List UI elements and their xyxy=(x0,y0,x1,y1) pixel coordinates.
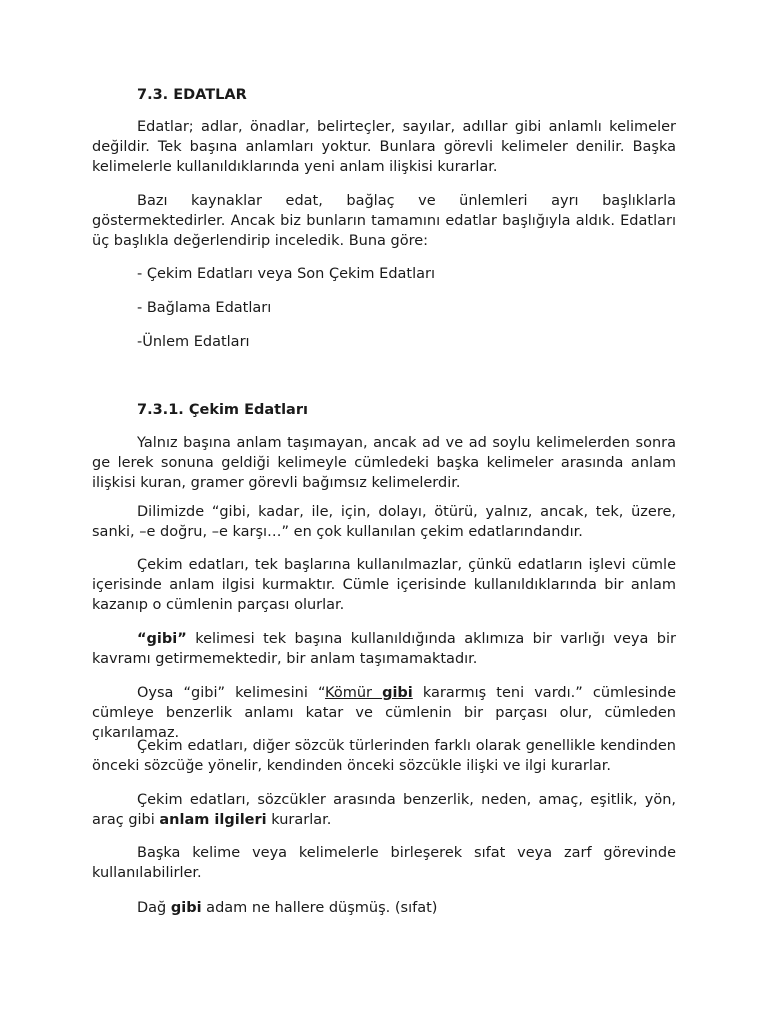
bold-term: anlam ilgileri xyxy=(159,812,267,828)
bold-term: gibi xyxy=(170,900,202,916)
paragraph-text: kurarlar. xyxy=(266,812,332,828)
paragraph-gibi-alone xyxy=(92,629,676,669)
paragraph-definition: Yalnız başına anlam taşımayan, ancak ad ve ad soylu kelimelerden sonra ge lerek sonuna geldiği kelimeyle cümledeki başka kelimeler arasında anlam ilişkisi kuran, gramer görevli bağımsız kelimelerdir. xyxy=(92,435,676,491)
bold-term: “gibi” xyxy=(137,631,187,647)
paragraph-usage: Çekim edatları, tek başlarına kullanılmazlar, çünkü edatların işlevi cümle içerisinde anlam ilgisi kurmaktır. Cümle içerisinde kullanıldıklarında bir anlam kazanıp o cümlenin parçası olurlar. xyxy=(92,557,676,613)
paragraph-text: kararmış teni vardı.” cümlesinde cümleye benzerlik anlamı katar ve cümlenin bir parçası olur, cümleden çıkarılamaz. xyxy=(92,685,676,741)
list-item: - Çekim Edatları veya Son Çekim Edatları xyxy=(137,266,435,282)
paragraph-text: Çekim edatları, sözcükler arasında benzerlik, neden, amaç, eşitlik, yön, araç gibi xyxy=(92,792,676,828)
paragraph-gibi-example xyxy=(92,683,676,743)
paragraph-text: Dağ xyxy=(137,900,171,916)
paragraph-intro-2: Bazı kaynaklar edat, bağlaç ve ünlemleri ayrı başlıklarla göstermektedirler. Ancak biz bunların tamamını edatlar başlığıyla aldık. Edatları üç başlıkla değerlendirip inceledik. Buna göre: xyxy=(92,193,676,249)
paragraph-meaning xyxy=(92,790,676,830)
paragraph-intro-1: Edatlar; adlar, önadlar, belirteçler, sayılar, adıllar gibi anlamlı kelimeler değildir. Tek başına anlamları yoktur. Bunlara görevli kelimeler denilir. Başka kelimelerle kullanıldıklarında yeni anlam ilişkisi kurarlar. xyxy=(92,119,676,175)
list-item: - Bağlama Edatları xyxy=(137,300,272,316)
section-heading: 7.3. EDATLAR xyxy=(137,87,247,103)
underlined-example: Kömür xyxy=(325,685,383,701)
paragraph-examples: Dilimizde “gibi, kadar, ile, için, dolayı, ötürü, yalnız, ancak, tek, üzere, sanki, –e doğru, –e karşı…” en çok kullanılan çekim edatlarındandır. xyxy=(92,504,676,540)
list-item: -Ünlem Edatları xyxy=(137,334,250,350)
paragraph-function: Başka kelime veya kelimelerle birleşerek sıfat veya zarf görevinde kullanılabilirler. xyxy=(92,845,676,881)
example-sentence xyxy=(92,898,676,918)
underlined-bold-term: gibi xyxy=(382,685,413,701)
paragraph-direction: Çekim edatları, diğer sözcük türlerinden farklı olarak genellikle kendinden önceki sözcüğe yönelir, kendinden önceki sözcükle ilişki ve ilgi kurarlar. xyxy=(92,738,676,774)
paragraph-text: kelimesi tek başına kullanıldığında aklımıza bir varlığı veya bir kavramı getirmemektedir, bir anlam taşımamaktadır. xyxy=(92,631,676,667)
paragraph-text: Oysa “gibi” kelimesini “ xyxy=(137,685,326,701)
subsection-heading: 7.3.1. Çekim Edatları xyxy=(137,402,308,418)
paragraph-text: adam ne hallere düşmüş. (sıfat) xyxy=(201,900,438,916)
